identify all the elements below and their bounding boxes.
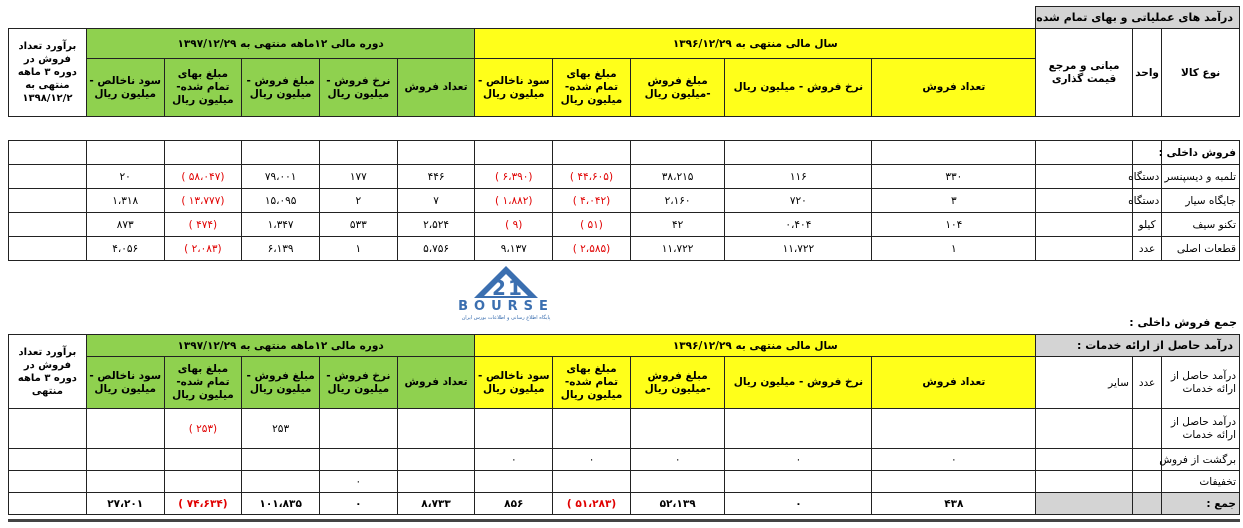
col-amount-1396: مبلغ فروش -میلیون ریال	[630, 59, 725, 117]
unit: دستگاه	[1132, 165, 1161, 189]
total-row: جمع : ۴۳۸ ۰ ۵۲،۱۳۹ (۵۱،۲۸۳ ) ۸۵۶ ۸،۷۳۳ ۰ ۱۰۱،۸۳۵ (۷۴،۶۳۴ ) ۲۷،۲۰۱	[9, 493, 1240, 515]
domestic-total-label: جمع فروش داخلی :	[1129, 316, 1237, 329]
col-cost-1397: مبلغ بهای تمام شده- میلیون ریال	[164, 59, 242, 117]
unit: عدد	[1132, 237, 1161, 261]
table-row: جایگاه سیار دستگاه ۳ ۷۲۰ ۲،۱۶۰ (۴،۰۴۲ ) (۱،۸۸۲ ) ۷ ۲ ۱۵،۰۹۵ (۱۳،۷۷۷ ) ۱،۳۱۸	[9, 189, 1240, 213]
col-unit: واحد	[1132, 29, 1161, 117]
domestic-sales-label: فروش داخلی :	[1162, 141, 1240, 165]
col-rate-1396: نرخ فروش - میلیون ریال	[725, 59, 872, 117]
table-row: تخفیفات ۰	[9, 471, 1240, 493]
services-estimate-header: برآورد تعداد فروش در دوره ۳ ماهه منتهی	[9, 335, 87, 409]
section-title: درآمد های عملیاتی و بهای تمام شده	[1036, 7, 1240, 29]
bourse-logo-icon	[436, 264, 576, 322]
sales-table	[8, 6, 1240, 261]
table-row: قطعات اصلی عدد ۱ ۱۱،۷۲۲ ۱۱،۷۲۲ (۲،۵۸۵ ) ۹،۱۳۷ ۵،۷۵۶ ۱ ۶،۱۳۹ (۲،۰۸۳ ) ۴،۰۵۶	[9, 237, 1240, 261]
services-section-title: درآمد حاصل از ارائه خدمات :	[1036, 335, 1240, 357]
col-amount-1397: مبلغ فروش - میلیون ریال	[242, 59, 320, 117]
total-label: جمع :	[1162, 493, 1240, 515]
estimate-header: برآورد تعداد فروش در دوره ۳ ماهه منتهی به ۱۳۹۸/۱۲/۲	[9, 29, 87, 117]
services-table: درآمد حاصل از ارائه خدمات : سال مالی منتهی به ۱۳۹۶/۱۲/۲۹ دوره مالی ۱۲ماهه منتهی به ۱۳۹۷/۱۲/۲۹ برآورد تعداد فروش در دوره ۳ ماهه منتهی درآمد حاصل از ارائه خدمات عدد سایر تعداد فروش نرخ فروش - میلیون ریال مبلغ فروش -میلیون ریال مبلغ بهای تمام شده- میلیون ریال سود ناخالص - میلیون ریال تعداد فروش نرخ فروش - میلیون ریال مبلغ فروش - میلیون ریال مبلغ بهای تمام شده- میلیون ریال سود ناخالص - میلیون ریال درآمد حاصل از ارائه خدمات ۲۵۳ (۲۵۳ ) برگشت از فروش ۰ ۰ ۰ ۰ ۰ تخفیفات ۰ جمع : ۴۳۸ ۰ ۵۲،۱۳۹ (۵۱،۲۸۳ ) ۸۵۶ ۸،۷۳۳ ۰ ۱۰۱،۸۳۵ (۷۴،۶۳۴ ) ۲۷،۲۰۱	[8, 334, 1240, 515]
product-name: قطعات اصلی	[1162, 237, 1240, 261]
table-row: تلمبه و دیسپنسر دستگاه ۳۳۰ ۱۱۶ ۳۸،۲۱۵ (۴۴،۶۰۵ ) (۶،۳۹۰ ) ۴۴۶ ۱۷۷ ۷۹،۰۰۱ (۵۸،۰۴۷ ) ۲۰	[9, 165, 1240, 189]
col-qty-1397: تعداد فروش	[397, 59, 475, 117]
services-head-unit: عدد	[1132, 357, 1161, 409]
bourse-logo	[436, 264, 576, 322]
table-row: درآمد حاصل از ارائه خدمات ۲۵۳ (۲۵۳ )	[9, 409, 1240, 449]
table-row: برگشت از فروش ۰ ۰ ۰ ۰ ۰	[9, 449, 1240, 471]
svg-text:2: 2	[492, 276, 506, 300]
group-1397: دوره مالی ۱۲ماهه منتهی به ۱۳۹۷/۱۲/۲۹	[86, 29, 475, 59]
col-qty-1396: تعداد فروش	[872, 59, 1036, 117]
services-group-1396: سال مالی منتهی به ۱۳۹۶/۱۲/۲۹	[475, 335, 1036, 357]
svg-text:پایگاه اطلاع رسانی و اطلاعات ب: پایگاه اطلاع رسانی و اطلاعات بورس ایران	[461, 315, 551, 321]
group-1396: سال مالی منتهی به ۱۳۹۶/۱۲/۲۹	[475, 29, 1036, 59]
svg-text:1: 1	[508, 276, 522, 300]
col-cost-1396: مبلغ بهای تمام شده- میلیون ریال	[553, 59, 631, 117]
col-profit-1397: سود ناخالص - میلیون ریال	[86, 59, 164, 117]
col-basis: مبانی و مرجع قیمت گذاری	[1036, 29, 1133, 117]
svg-text:BOURSE: BOURSE	[458, 299, 554, 314]
unit: کیلو	[1132, 213, 1161, 237]
bottom-divider	[8, 519, 1240, 522]
table-row: تکنو سیف کیلو ۱۰۴ ۰،۴۰۴ ۴۲ (۵۱ ) (۹ ) ۲،۵۲۴ ۵۳۳ ۱،۳۴۷ (۴۷۴ ) ۸۷۳	[9, 213, 1240, 237]
col-profit-1396: سود ناخالص - میلیون ریال	[475, 59, 553, 117]
services-head-basis: سایر	[1036, 357, 1133, 409]
col-product: نوع کالا	[1162, 29, 1240, 117]
services-head-label: درآمد حاصل از ارائه خدمات	[1162, 357, 1240, 409]
product-name: تکنو سیف	[1162, 213, 1240, 237]
services-group-1397: دوره مالی ۱۲ماهه منتهی به ۱۳۹۷/۱۲/۲۹	[86, 335, 475, 357]
unit: دستگاه	[1132, 189, 1161, 213]
product-name: تلمبه و دیسپنسر	[1162, 165, 1240, 189]
product-name: جایگاه سیار	[1162, 189, 1240, 213]
col-rate-1397: نرخ فروش - میلیون ریال	[319, 59, 397, 117]
